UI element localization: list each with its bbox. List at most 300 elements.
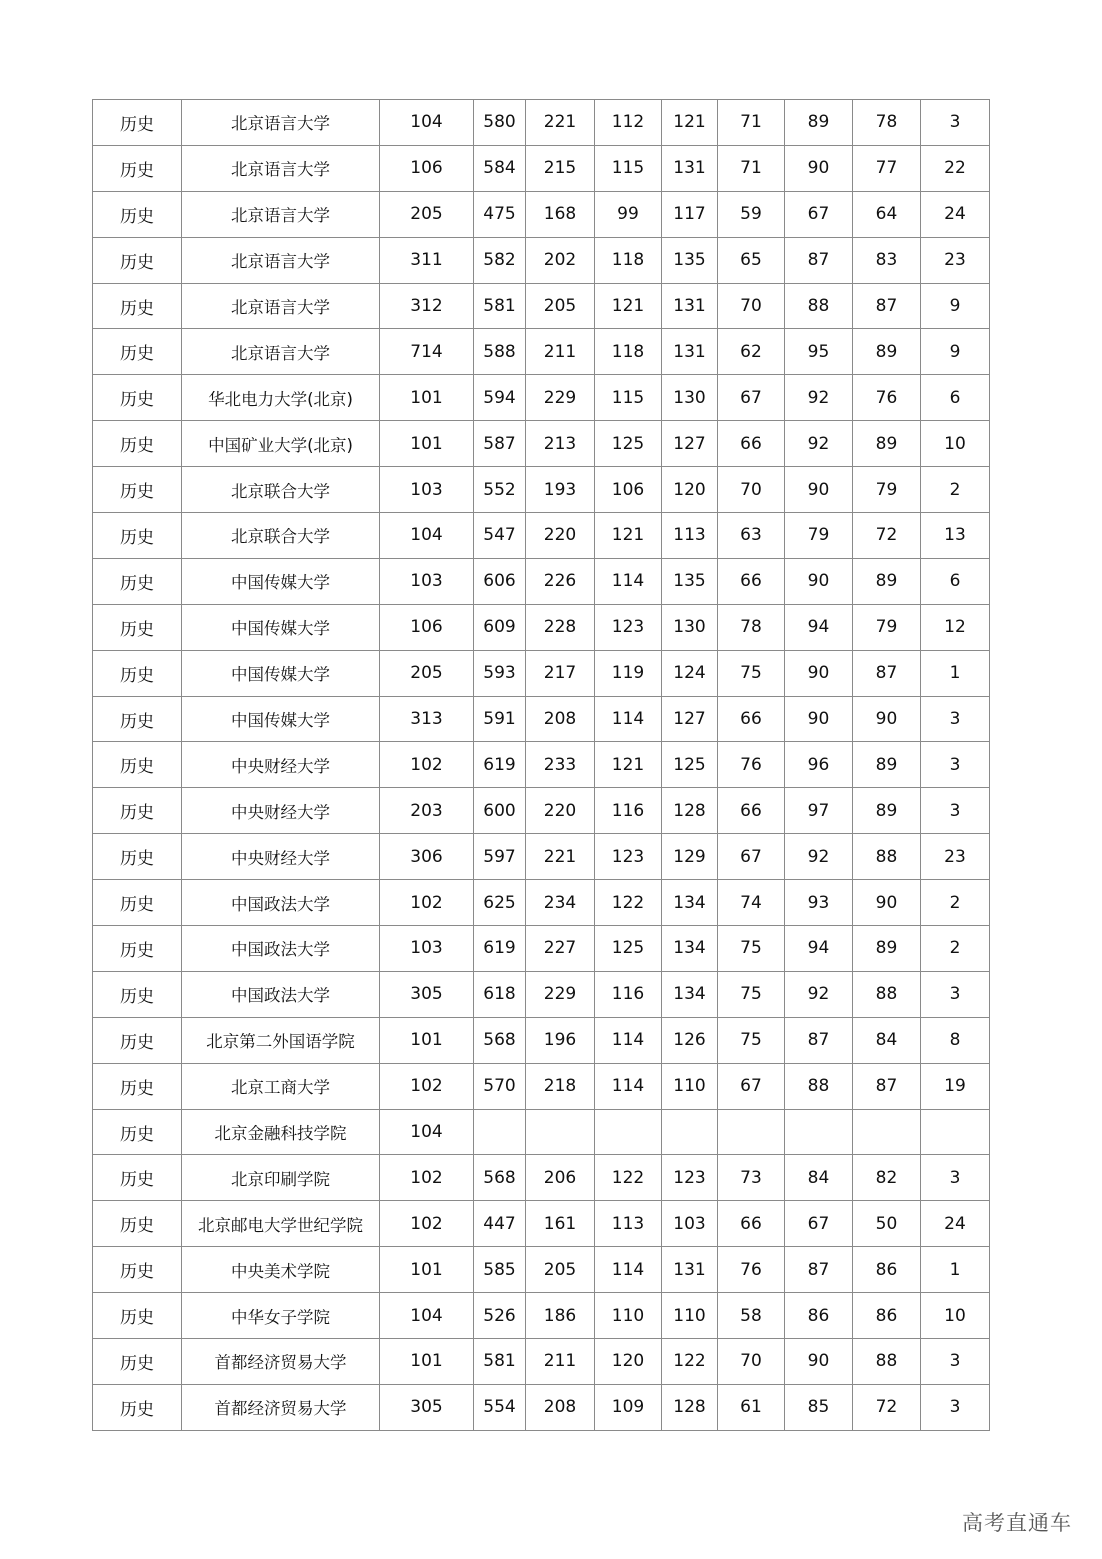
- cell-chinese-score: 125: [595, 421, 662, 467]
- table-row: [93, 604, 990, 650]
- cell-elective-score-1: 86: [785, 1293, 853, 1339]
- cell-admitted-count: 3: [921, 1339, 990, 1385]
- table-row: [93, 1063, 990, 1109]
- cell-admitted-count: 8: [921, 1017, 990, 1063]
- cell-subject: 历史: [93, 191, 182, 237]
- cell-school-name: 北京第二外国语学院: [182, 1017, 380, 1063]
- cell-chinese-math-score: 205: [526, 1247, 595, 1293]
- table-row: [93, 971, 990, 1017]
- cell-elective-score-1: 90: [785, 558, 853, 604]
- cell-admitted-count: 9: [921, 329, 990, 375]
- cell-history-score: 66: [718, 696, 785, 742]
- cell-subject: 历史: [93, 329, 182, 375]
- cell-elective-score-1: 79: [785, 513, 853, 559]
- cell-history-score: [718, 1109, 785, 1155]
- cell-chinese-score: 112: [595, 100, 662, 146]
- cell-history-score: 70: [718, 283, 785, 329]
- cell-math-score: 121: [662, 100, 718, 146]
- cell-math-score: 128: [662, 788, 718, 834]
- cell-chinese-math-score: 234: [526, 880, 595, 926]
- cell-major-group-code: 103: [380, 926, 474, 972]
- cell-chinese-math-score: 208: [526, 696, 595, 742]
- cell-admitted-count: 3: [921, 788, 990, 834]
- cell-admitted-count: 3: [921, 971, 990, 1017]
- cell-major-group-code: 104: [380, 1109, 474, 1155]
- cell-chinese-score: [595, 1109, 662, 1155]
- cell-history-score: 66: [718, 558, 785, 604]
- cell-chinese-score: 123: [595, 604, 662, 650]
- cell-elective-score-2: 86: [853, 1247, 921, 1293]
- cell-subject: 历史: [93, 834, 182, 880]
- cell-chinese-score: 121: [595, 283, 662, 329]
- cell-subject: 历史: [93, 375, 182, 421]
- cell-history-score: 59: [718, 191, 785, 237]
- cell-elective-score-1: 94: [785, 926, 853, 972]
- cell-history-score: 58: [718, 1293, 785, 1339]
- cell-major-group-code: 104: [380, 1293, 474, 1339]
- cell-subject: 历史: [93, 100, 182, 146]
- cell-major-group-code: 312: [380, 283, 474, 329]
- cell-admitted-count: 19: [921, 1063, 990, 1109]
- cell-school-name: 北京语言大学: [182, 329, 380, 375]
- cell-total-score: 594: [474, 375, 526, 421]
- cell-major-group-code: 205: [380, 650, 474, 696]
- cell-history-score: 67: [718, 375, 785, 421]
- cell-chinese-score: 114: [595, 1017, 662, 1063]
- cell-elective-score-1: 93: [785, 880, 853, 926]
- cell-admitted-count: 1: [921, 650, 990, 696]
- cell-school-name: 北京邮电大学世纪学院: [182, 1201, 380, 1247]
- cell-chinese-math-score: 229: [526, 971, 595, 1017]
- table-row: [93, 467, 990, 513]
- cell-chinese-score: 114: [595, 1063, 662, 1109]
- table-row: [93, 834, 990, 880]
- cell-chinese-score: 120: [595, 1339, 662, 1385]
- table-row: [93, 1201, 990, 1247]
- cell-school-name: 北京语言大学: [182, 191, 380, 237]
- table-row: [93, 100, 990, 146]
- cell-history-score: 62: [718, 329, 785, 375]
- cell-math-score: 125: [662, 742, 718, 788]
- table-row: [93, 1017, 990, 1063]
- cell-elective-score-1: 87: [785, 1017, 853, 1063]
- cell-chinese-math-score: 218: [526, 1063, 595, 1109]
- cell-major-group-code: 306: [380, 834, 474, 880]
- cell-elective-score-2: 64: [853, 191, 921, 237]
- cell-school-name: 北京金融科技学院: [182, 1109, 380, 1155]
- cell-elective-score-1: 92: [785, 375, 853, 421]
- table-row: [93, 1155, 990, 1201]
- cell-elective-score-2: 88: [853, 834, 921, 880]
- cell-school-name: 中国传媒大学: [182, 558, 380, 604]
- cell-chinese-score: 122: [595, 880, 662, 926]
- cell-total-score: 526: [474, 1293, 526, 1339]
- cell-elective-score-2: 82: [853, 1155, 921, 1201]
- cell-chinese-math-score: 233: [526, 742, 595, 788]
- table-row: [93, 926, 990, 972]
- cell-elective-score-2: 89: [853, 742, 921, 788]
- table-row: [93, 1339, 990, 1385]
- cell-math-score: 131: [662, 145, 718, 191]
- cell-subject: 历史: [93, 558, 182, 604]
- cell-admitted-count: [921, 1109, 990, 1155]
- cell-subject: 历史: [93, 880, 182, 926]
- cell-major-group-code: 103: [380, 467, 474, 513]
- cell-chinese-score: 118: [595, 237, 662, 283]
- cell-admitted-count: 22: [921, 145, 990, 191]
- cell-chinese-score: 110: [595, 1293, 662, 1339]
- cell-math-score: 103: [662, 1201, 718, 1247]
- table-row: [93, 329, 990, 375]
- cell-admitted-count: 3: [921, 100, 990, 146]
- cell-total-score: 568: [474, 1155, 526, 1201]
- cell-subject: 历史: [93, 145, 182, 191]
- cell-elective-score-2: 84: [853, 1017, 921, 1063]
- cell-math-score: 131: [662, 283, 718, 329]
- cell-elective-score-2: 89: [853, 788, 921, 834]
- cell-elective-score-1: 92: [785, 834, 853, 880]
- table-row: [93, 742, 990, 788]
- cell-school-name: 北京联合大学: [182, 513, 380, 559]
- cell-chinese-math-score: 161: [526, 1201, 595, 1247]
- cell-math-score: 124: [662, 650, 718, 696]
- cell-elective-score-1: [785, 1109, 853, 1155]
- cell-total-score: 593: [474, 650, 526, 696]
- cell-elective-score-1: 87: [785, 1247, 853, 1293]
- cell-admitted-count: 2: [921, 880, 990, 926]
- cell-school-name: 华北电力大学(北京): [182, 375, 380, 421]
- cell-major-group-code: 101: [380, 1339, 474, 1385]
- cell-chinese-score: 109: [595, 1384, 662, 1430]
- cell-total-score: 554: [474, 1384, 526, 1430]
- cell-total-score: 591: [474, 696, 526, 742]
- table-row: [93, 788, 990, 834]
- cell-chinese-math-score: 221: [526, 100, 595, 146]
- cell-math-score: 122: [662, 1339, 718, 1385]
- cell-chinese-math-score: 206: [526, 1155, 595, 1201]
- cell-chinese-math-score: 220: [526, 788, 595, 834]
- cell-chinese-score: 115: [595, 145, 662, 191]
- cell-elective-score-2: 87: [853, 1063, 921, 1109]
- cell-math-score: 134: [662, 880, 718, 926]
- cell-elective-score-1: 94: [785, 604, 853, 650]
- cell-elective-score-1: 96: [785, 742, 853, 788]
- cell-total-score: 584: [474, 145, 526, 191]
- cell-chinese-math-score: 168: [526, 191, 595, 237]
- cell-admitted-count: 6: [921, 375, 990, 421]
- cell-history-score: 76: [718, 742, 785, 788]
- cell-chinese-math-score: 227: [526, 926, 595, 972]
- cell-total-score: 585: [474, 1247, 526, 1293]
- cell-school-name: 中央财经大学: [182, 788, 380, 834]
- cell-chinese-math-score: 211: [526, 329, 595, 375]
- cell-school-name: 首都经济贸易大学: [182, 1339, 380, 1385]
- cell-subject: 历史: [93, 421, 182, 467]
- cell-history-score: 63: [718, 513, 785, 559]
- table-row: [93, 1293, 990, 1339]
- cell-school-name: 中国传媒大学: [182, 696, 380, 742]
- table-row: [93, 513, 990, 559]
- cell-chinese-score: 119: [595, 650, 662, 696]
- cell-school-name: 北京印刷学院: [182, 1155, 380, 1201]
- cell-math-score: 127: [662, 421, 718, 467]
- cell-chinese-math-score: 213: [526, 421, 595, 467]
- table-row: [93, 191, 990, 237]
- cell-elective-score-2: 87: [853, 650, 921, 696]
- cell-elective-score-2: 89: [853, 329, 921, 375]
- cell-elective-score-1: 88: [785, 283, 853, 329]
- cell-history-score: 66: [718, 421, 785, 467]
- cell-total-score: 581: [474, 283, 526, 329]
- cell-chinese-score: 106: [595, 467, 662, 513]
- cell-elective-score-1: 90: [785, 650, 853, 696]
- cell-elective-score-1: 89: [785, 100, 853, 146]
- cell-subject: 历史: [93, 467, 182, 513]
- cell-math-score: 131: [662, 329, 718, 375]
- cell-math-score: 127: [662, 696, 718, 742]
- cell-school-name: 中央财经大学: [182, 834, 380, 880]
- cell-elective-score-2: 76: [853, 375, 921, 421]
- cell-math-score: 135: [662, 237, 718, 283]
- cell-chinese-score: 123: [595, 834, 662, 880]
- cell-math-score: 135: [662, 558, 718, 604]
- cell-chinese-score: 115: [595, 375, 662, 421]
- cell-history-score: 76: [718, 1247, 785, 1293]
- cell-math-score: [662, 1109, 718, 1155]
- cell-major-group-code: 305: [380, 1384, 474, 1430]
- cell-elective-score-1: 92: [785, 421, 853, 467]
- cell-admitted-count: 6: [921, 558, 990, 604]
- cell-math-score: 130: [662, 604, 718, 650]
- cell-subject: 历史: [93, 1384, 182, 1430]
- cell-major-group-code: 101: [380, 375, 474, 421]
- cell-history-score: 75: [718, 971, 785, 1017]
- cell-history-score: 70: [718, 1339, 785, 1385]
- cell-elective-score-1: 90: [785, 1339, 853, 1385]
- cell-subject: 历史: [93, 971, 182, 1017]
- cell-total-score: 547: [474, 513, 526, 559]
- cell-major-group-code: 104: [380, 100, 474, 146]
- cell-major-group-code: 205: [380, 191, 474, 237]
- cell-admitted-count: 3: [921, 1384, 990, 1430]
- cell-history-score: 78: [718, 604, 785, 650]
- cell-chinese-math-score: 202: [526, 237, 595, 283]
- cell-history-score: 75: [718, 650, 785, 696]
- cell-total-score: 588: [474, 329, 526, 375]
- cell-elective-score-2: 83: [853, 237, 921, 283]
- cell-total-score: 625: [474, 880, 526, 926]
- cell-history-score: 66: [718, 1201, 785, 1247]
- cell-elective-score-1: 92: [785, 971, 853, 1017]
- cell-subject: 历史: [93, 1339, 182, 1385]
- cell-admitted-count: 3: [921, 1155, 990, 1201]
- cell-elective-score-2: 86: [853, 1293, 921, 1339]
- cell-chinese-score: 121: [595, 742, 662, 788]
- cell-chinese-score: 114: [595, 1247, 662, 1293]
- cell-elective-score-2: 89: [853, 558, 921, 604]
- cell-major-group-code: 106: [380, 145, 474, 191]
- cell-history-score: 67: [718, 834, 785, 880]
- cell-total-score: 618: [474, 971, 526, 1017]
- cell-chinese-math-score: 193: [526, 467, 595, 513]
- cell-history-score: 71: [718, 145, 785, 191]
- cell-major-group-code: 104: [380, 513, 474, 559]
- cell-math-score: 113: [662, 513, 718, 559]
- score-table: [92, 99, 990, 1431]
- cell-total-score: 581: [474, 1339, 526, 1385]
- cell-chinese-score: 114: [595, 558, 662, 604]
- cell-total-score: 619: [474, 742, 526, 788]
- table-row: [93, 880, 990, 926]
- cell-math-score: 130: [662, 375, 718, 421]
- cell-school-name: 中国政法大学: [182, 880, 380, 926]
- cell-school-name: 北京工商大学: [182, 1063, 380, 1109]
- cell-school-name: 中华女子学院: [182, 1293, 380, 1339]
- cell-major-group-code: 101: [380, 1017, 474, 1063]
- cell-subject: 历史: [93, 788, 182, 834]
- cell-subject: 历史: [93, 742, 182, 788]
- table-row: [93, 1384, 990, 1430]
- cell-chinese-math-score: 226: [526, 558, 595, 604]
- cell-subject: 历史: [93, 1017, 182, 1063]
- cell-admitted-count: 2: [921, 467, 990, 513]
- table-row: [93, 237, 990, 283]
- cell-major-group-code: 102: [380, 1201, 474, 1247]
- cell-chinese-score: 122: [595, 1155, 662, 1201]
- cell-chinese-math-score: 217: [526, 650, 595, 696]
- cell-elective-score-2: 90: [853, 880, 921, 926]
- cell-math-score: 117: [662, 191, 718, 237]
- cell-total-score: 619: [474, 926, 526, 972]
- cell-school-name: 中央财经大学: [182, 742, 380, 788]
- cell-major-group-code: 203: [380, 788, 474, 834]
- table-row: [93, 696, 990, 742]
- table-row: [93, 283, 990, 329]
- cell-history-score: 67: [718, 1063, 785, 1109]
- cell-total-score: 587: [474, 421, 526, 467]
- cell-math-score: 134: [662, 926, 718, 972]
- cell-math-score: 120: [662, 467, 718, 513]
- cell-admitted-count: 12: [921, 604, 990, 650]
- cell-admitted-count: 3: [921, 742, 990, 788]
- cell-chinese-score: 116: [595, 971, 662, 1017]
- cell-chinese-math-score: 220: [526, 513, 595, 559]
- cell-elective-score-1: 95: [785, 329, 853, 375]
- cell-major-group-code: 101: [380, 421, 474, 467]
- cell-school-name: 北京语言大学: [182, 237, 380, 283]
- cell-admitted-count: 10: [921, 1293, 990, 1339]
- cell-elective-score-2: 88: [853, 971, 921, 1017]
- cell-chinese-math-score: 205: [526, 283, 595, 329]
- cell-total-score: 606: [474, 558, 526, 604]
- cell-major-group-code: 305: [380, 971, 474, 1017]
- cell-math-score: 110: [662, 1293, 718, 1339]
- table-row: [93, 145, 990, 191]
- cell-major-group-code: 102: [380, 1155, 474, 1201]
- cell-school-name: 中国政法大学: [182, 926, 380, 972]
- cell-elective-score-1: 67: [785, 191, 853, 237]
- cell-subject: 历史: [93, 650, 182, 696]
- cell-admitted-count: 10: [921, 421, 990, 467]
- cell-math-score: 131: [662, 1247, 718, 1293]
- cell-subject: 历史: [93, 604, 182, 650]
- cell-history-score: 70: [718, 467, 785, 513]
- cell-school-name: 北京语言大学: [182, 145, 380, 191]
- cell-chinese-math-score: 228: [526, 604, 595, 650]
- cell-school-name: 中央美术学院: [182, 1247, 380, 1293]
- cell-chinese-math-score: 215: [526, 145, 595, 191]
- cell-subject: 历史: [93, 1293, 182, 1339]
- cell-admitted-count: 9: [921, 283, 990, 329]
- cell-math-score: 110: [662, 1063, 718, 1109]
- cell-school-name: 北京语言大学: [182, 283, 380, 329]
- cell-subject: 历史: [93, 1063, 182, 1109]
- cell-chinese-math-score: 196: [526, 1017, 595, 1063]
- cell-admitted-count: 23: [921, 237, 990, 283]
- watermark-text: 高考直通车: [962, 1511, 1072, 1535]
- cell-admitted-count: 23: [921, 834, 990, 880]
- cell-elective-score-2: 72: [853, 1384, 921, 1430]
- cell-history-score: 65: [718, 237, 785, 283]
- cell-elective-score-2: 50: [853, 1201, 921, 1247]
- cell-major-group-code: 714: [380, 329, 474, 375]
- cell-chinese-math-score: 186: [526, 1293, 595, 1339]
- cell-elective-score-2: 79: [853, 467, 921, 513]
- cell-chinese-score: 116: [595, 788, 662, 834]
- cell-elective-score-2: 90: [853, 696, 921, 742]
- cell-elective-score-1: 90: [785, 467, 853, 513]
- cell-chinese-math-score: 229: [526, 375, 595, 421]
- cell-math-score: 129: [662, 834, 718, 880]
- cell-school-name: 中国传媒大学: [182, 604, 380, 650]
- cell-history-score: 66: [718, 788, 785, 834]
- cell-total-score: 568: [474, 1017, 526, 1063]
- cell-elective-score-2: 89: [853, 926, 921, 972]
- cell-school-name: 首都经济贸易大学: [182, 1384, 380, 1430]
- cell-chinese-score: 113: [595, 1201, 662, 1247]
- cell-elective-score-1: 85: [785, 1384, 853, 1430]
- cell-total-score: 600: [474, 788, 526, 834]
- cell-history-score: 61: [718, 1384, 785, 1430]
- cell-total-score: 552: [474, 467, 526, 513]
- cell-school-name: 北京语言大学: [182, 100, 380, 146]
- cell-math-score: 134: [662, 971, 718, 1017]
- cell-chinese-score: 125: [595, 926, 662, 972]
- cell-admitted-count: 24: [921, 191, 990, 237]
- cell-math-score: 123: [662, 1155, 718, 1201]
- cell-school-name: 北京联合大学: [182, 467, 380, 513]
- cell-elective-score-1: 90: [785, 145, 853, 191]
- cell-elective-score-2: [853, 1109, 921, 1155]
- cell-elective-score-1: 90: [785, 696, 853, 742]
- cell-major-group-code: 101: [380, 1247, 474, 1293]
- cell-history-score: 71: [718, 100, 785, 146]
- cell-subject: 历史: [93, 1201, 182, 1247]
- table-body: [93, 100, 990, 1431]
- table-row: [93, 558, 990, 604]
- cell-major-group-code: 102: [380, 880, 474, 926]
- cell-chinese-score: 114: [595, 696, 662, 742]
- cell-elective-score-1: 84: [785, 1155, 853, 1201]
- table-row: [93, 375, 990, 421]
- cell-elective-score-2: 72: [853, 513, 921, 559]
- cell-school-name: 中国传媒大学: [182, 650, 380, 696]
- cell-admitted-count: 3: [921, 696, 990, 742]
- cell-total-score: 582: [474, 237, 526, 283]
- table-row: [93, 650, 990, 696]
- cell-total-score: 597: [474, 834, 526, 880]
- cell-subject: 历史: [93, 696, 182, 742]
